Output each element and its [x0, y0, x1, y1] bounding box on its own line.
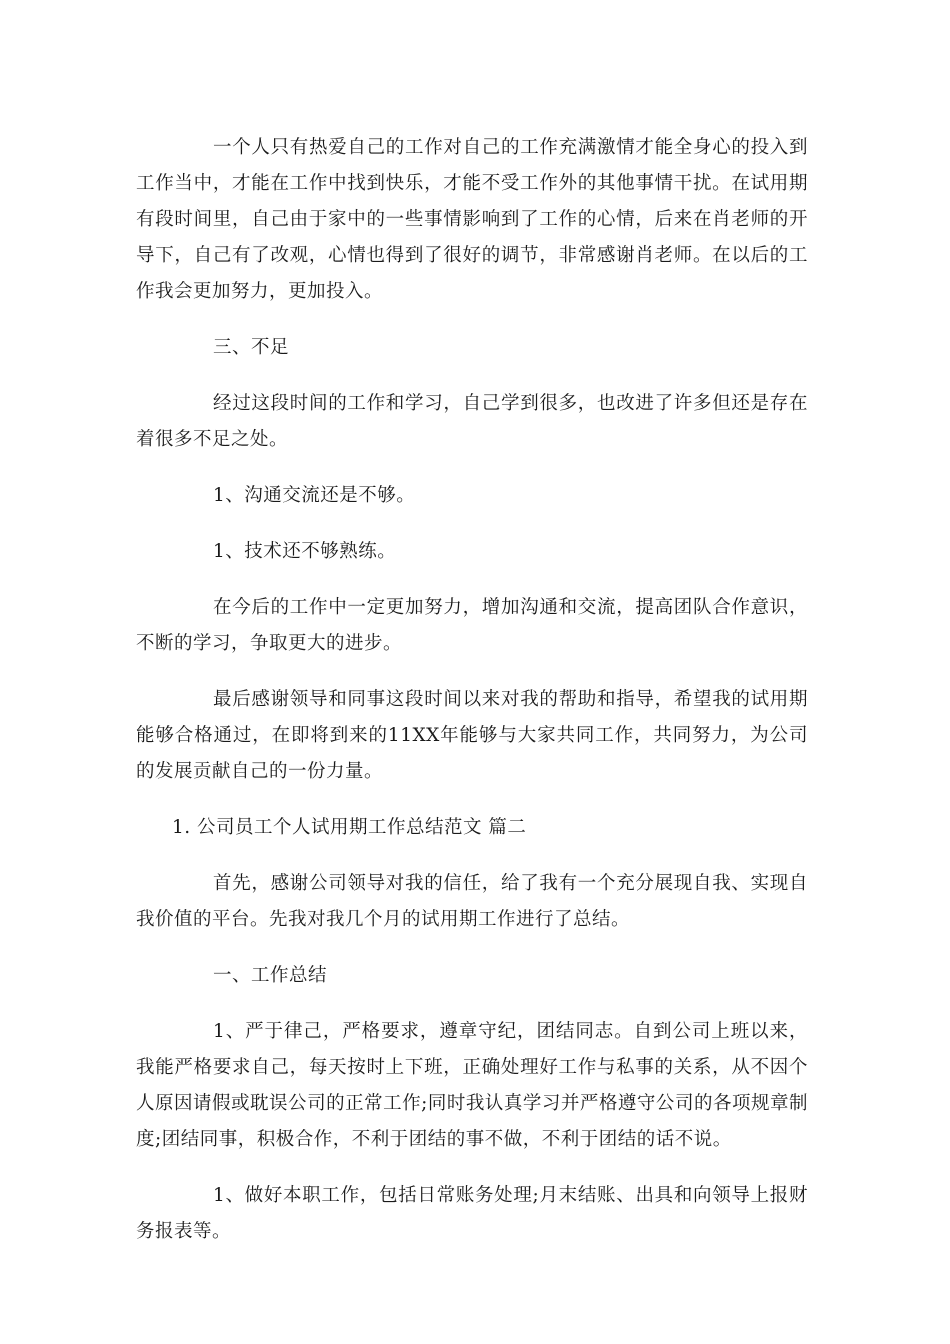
document-page [136, 130, 808, 1270]
paragraph-future-effort: 在今后的工作中一定更加努力，增加沟通和交流，提高团队合作意识，不断的学习，争取更大的进步。 [136, 597, 808, 654]
paragraph-duties: 1、做好本职工作，包括日常账务处理;月末结账、出具和向领导上报财务报表等。 [136, 1185, 808, 1242]
paragraph-opening: 首先，感谢公司领导对我的信任，给了我有一个充分展现自我、实现自我价值的平台。先我对我几个月的试用期工作进行了总结。 [136, 873, 808, 930]
paragraph-shortcoming-intro: 经过这段时间的工作和学习，自己学到很多，也改进了许多但还是存在着很多不足之处。 [136, 393, 808, 450]
paragraph-discipline: 1、严于律己，严格要求，遵章守纪，团结同志。自到公司上班以来，我能严格要求自己，每天按时上下班，正确处理好工作与私事的关系，从不因个人原因请假或耽误公司的正常工作;同时我认真学习并严格遵守公司的各项规章制度;团结同事，积极合作，不利于团结的事不做，不利于团结的话不说。 [136, 1021, 808, 1150]
list-item-skills: 1、技术还不够熟练。 [213, 541, 397, 562]
paragraph-passion: 一个人只有热爱自己的工作对自己的工作充满激情才能全身心的投入到工作当中，才能在工作中找到快乐，才能不受工作外的其他事情干扰。在试用期有段时间里，自己由于家中的一些事情影响到了工作的心情，后来在肖老师的开导下，自己有了改观，心情也得到了很好的调节，非常感谢肖老师。在以后的工作我会更加努力，更加投入。 [136, 137, 808, 302]
list-item-communication: 1、沟通交流还是不够。 [213, 485, 416, 506]
section-title-part-two: 1. 公司员工个人试用期工作总结范文 篇二 [172, 817, 527, 838]
paragraph-thanks: 最后感谢领导和同事这段时间以来对我的帮助和指导，希望我的试用期能够合格通过，在即将到来的11XX年能够与大家共同工作，共同努力，为公司的发展贡献自己的一份力量。 [136, 689, 808, 782]
heading-work-summary: 一、工作总结 [213, 965, 328, 986]
heading-shortcoming: 三、不足 [213, 337, 290, 358]
